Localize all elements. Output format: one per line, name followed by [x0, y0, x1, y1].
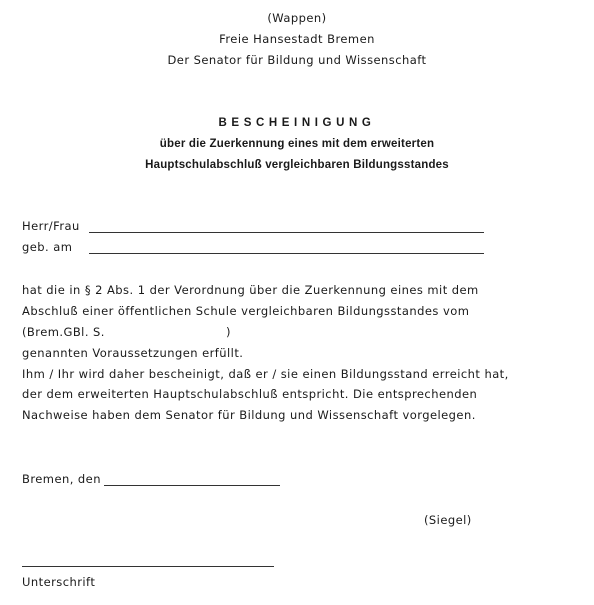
place-date-label: Bremen, den [22, 472, 101, 486]
birth-field-line[interactable] [89, 253, 484, 254]
crest-placeholder: (Wappen) [267, 11, 327, 25]
document-subtitle-line1: über die Zuerkennung eines mit dem erweiterten [159, 138, 435, 150]
date-field-line[interactable] [104, 485, 280, 486]
body-line-3-start: (Brem.GBl. S. [22, 325, 105, 339]
signature-field-line[interactable] [22, 566, 274, 567]
document-subtitle-line2: Hauptschulabschluß vergleichbaren Bildungsstandes [145, 159, 449, 171]
body-line-1: hat die in § 2 Abs. 1 der Verordnung über die Zuerkennung eines mit dem [22, 283, 479, 297]
body-line-3-end: ) [226, 325, 231, 339]
birth-label: geb. am [22, 240, 73, 254]
document-title: BESCHEINIGUNG [218, 117, 376, 129]
body-line-6: der dem erweiterten Hauptschulabschluß entspricht. Die entsprechenden [22, 387, 478, 401]
body-line-4: genannten Voraussetzungen erfüllt. [22, 346, 244, 360]
body-line-5: Ihm / Ihr wird daher bescheinigt, daß er / sie einen Bildungsstand erreicht hat, [22, 367, 509, 381]
signature-label: Unterschrift [22, 575, 96, 589]
seal-placeholder: (Siegel) [424, 513, 472, 527]
city-name: Freie Hansestadt Bremen [219, 32, 375, 46]
name-field-line[interactable] [89, 232, 484, 233]
name-label: Herr/Frau [22, 219, 80, 233]
body-line-7: Nachweise haben dem Senator für Bildung und Wissenschaft vorgelegen. [22, 408, 476, 422]
authority-name: Der Senator für Bildung und Wissenschaft [167, 53, 427, 67]
body-line-2: Abschluß einer öffentlichen Schule vergleichbaren Bildungsstandes vom [22, 304, 470, 318]
